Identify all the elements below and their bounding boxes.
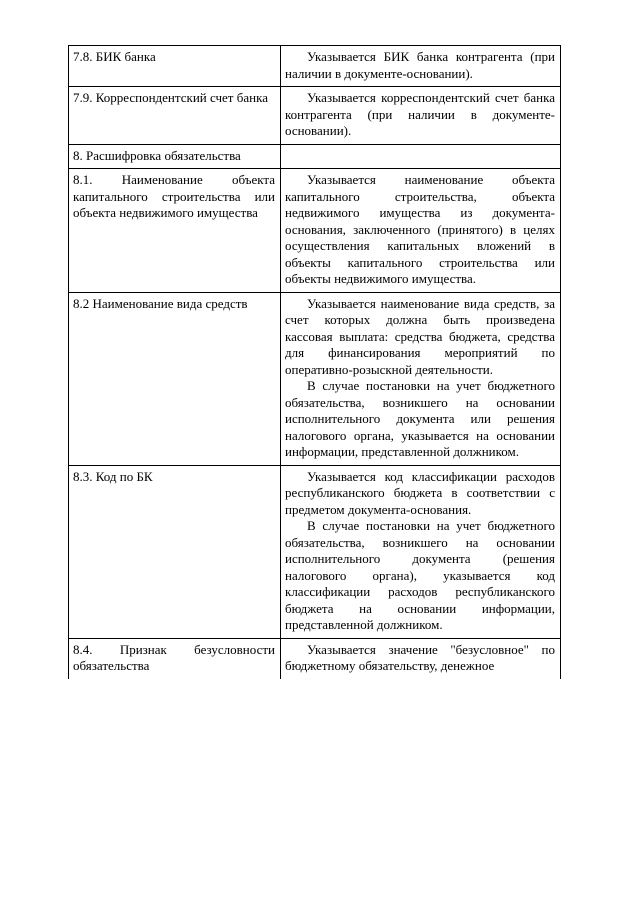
row-description: [281, 638, 561, 679]
row-label: 8.4. Признак безусловности обязательства: [69, 638, 281, 679]
row-label: 8.1. Наименование объекта капитального строительства или объекта недвижимого имущества: [69, 169, 281, 293]
row-description: [281, 87, 561, 145]
table-row: [69, 465, 561, 638]
row-label: 7.8. БИК банка: [69, 46, 281, 87]
description-paragraph: Указывается корреспондентский счет банка контрагента (при наличии в документе-основании).: [285, 90, 555, 138]
description-paragraph: Указывается код классификации расходов республиканского бюджета в соответствии с предметом документа-основания.: [285, 468, 555, 517]
description-paragraph: Указывается значение "безусловное" по бюджетному обязательству, денежное: [285, 641, 555, 673]
table-row: [69, 169, 561, 293]
table-row: [69, 144, 561, 169]
row-description: [281, 465, 561, 638]
description-paragraph: В случае постановки на учет бюджетного обязательства, возникшего на основании исполнительного документа или решения налогового органа, указывается на основании информации, представленной должником.: [285, 378, 555, 459]
table-row: [69, 292, 561, 465]
requisites-table: [68, 45, 561, 679]
description-paragraph: В случае постановки на учет бюджетного обязательства, возникшего на основании исполнительного документа (решения налогового органа), указывается код классификации расходов республиканского бюджета на основании информации, представленной должником.: [285, 518, 555, 632]
table-row: [69, 46, 561, 87]
section-heading: 8. Расшифровка обязательства: [69, 144, 281, 169]
row-description: [281, 169, 561, 293]
row-label: 8.2 Наименование вида средств: [69, 292, 281, 465]
table-row: [69, 87, 561, 145]
row-label: 8.3. Код по БК: [69, 465, 281, 638]
row-label: 7.9. Корреспондентский счет банка: [69, 87, 281, 145]
row-description-empty: [281, 144, 561, 169]
description-paragraph: Указывается БИК банка контрагента (при наличии в документе-основании).: [285, 49, 555, 81]
row-description: [281, 292, 561, 465]
table-row: [69, 638, 561, 679]
row-description: [281, 46, 561, 87]
description-paragraph: Указывается наименование объекта капитального строительства, объекта недвижимого имущества из документа-основания, заключенного (принятого) в целях осуществления капитальных вложений в объекты капитального строительства или объекты недвижимого имущества.: [285, 172, 555, 286]
description-paragraph: Указывается наименование вида средств, за счет которых должна быть произведена кассовая выплата: средства бюджета, средства для финансирования мероприятий по оперативно-розыскной деятельности.: [285, 295, 555, 377]
